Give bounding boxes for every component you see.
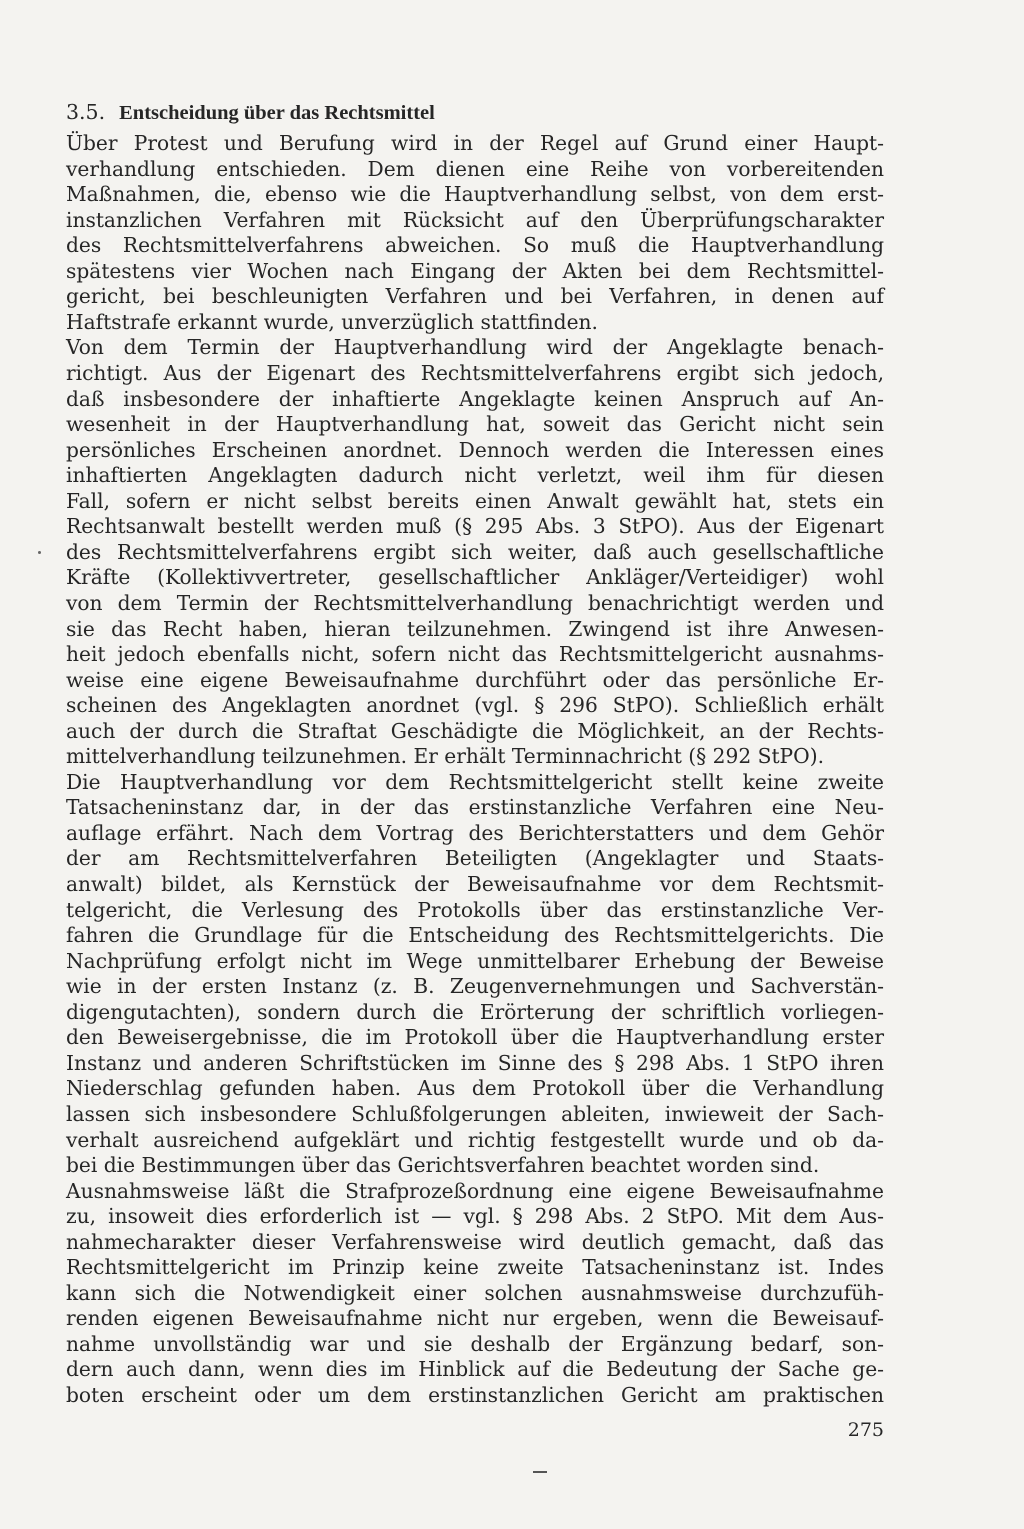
text-line: Über Protest und Berufung wird in der Regel auf Grund einer Haupt- xyxy=(66,131,884,155)
text-line: telgericht, die Verlesung des Protokolls über das erstinstanzliche Ver- xyxy=(66,897,884,922)
text-line: lassen sich insbesondere Schlußfolgerungen ableiten, inwieweit der Sach- xyxy=(66,1101,884,1126)
text-line: bei die Bestimmungen über das Gerichtsverfahren beachtet worden sind. xyxy=(66,1153,820,1177)
text-line: den Beweisergebnisse, die im Protokoll über die Hauptverhandlung erster xyxy=(66,1025,884,1050)
text-line: der am Rechtsmittelverfahren Beteiligten (Angeklagter und Staats- xyxy=(66,846,884,871)
text-line: daß insbesondere der inhaftierte Angeklagte keinen Anspruch auf An- xyxy=(66,386,884,411)
text-line: dern auch dann, wenn dies im Hinblick auf die Bedeutung der Sache ge- xyxy=(66,1357,884,1382)
text-line: Von dem Termin der Hauptverhandlung wird der Angeklagte benach- xyxy=(66,335,884,360)
text-line: Instanz und anderen Schriftstücken im Sinne des § 298 Abs. 1 StPO ihren xyxy=(66,1050,884,1075)
text-line: spätestens vier Wochen nach Eingang der Akten bei dem Rechtsmittel- xyxy=(66,258,884,283)
text-line: kann sich die Notwendigkeit einer solchen ausnahmsweise durchzufüh- xyxy=(66,1280,884,1305)
text-line: gericht, bei beschleunigten Verfahren und bei Verfahren, in denen auf xyxy=(66,284,884,309)
text-line: inhaftierten Angeklagten dadurch nicht verletzt, weil ihm für diesen xyxy=(66,463,884,488)
text-line: boten erscheint oder um dem erstinstanzlichen Gericht am praktischen xyxy=(66,1383,884,1407)
text-line: Tatsacheninstanz dar, in der das erstinstanzliche Verfahren eine Neu- xyxy=(66,795,884,820)
text-line: Fall, sofern er nicht selbst bereits einen Anwalt gewählt hat, stets ein xyxy=(66,488,884,513)
text-line: verhandlung entschieden. Dem dienen eine Reihe von vorbereitenden xyxy=(66,156,884,181)
text-line: mittelverhandlung teilzunehmen. Er erhält Terminnachricht (§ 292 StPO). xyxy=(66,744,824,769)
section-heading xyxy=(66,98,435,127)
text-line: instanzlichen Verfahren mit Rücksicht auf den Überprüfungscharakter xyxy=(66,207,884,232)
text-line: des Rechtsmittelverfahrens abweichen. So muß die Hauptverhandlung xyxy=(66,233,884,258)
text-line: nahmecharakter dieser Verfahrensweise wird deutlich gemacht, daß das xyxy=(66,1229,884,1254)
text-line: richtigt. Aus der Eigenart des Rechtsmittelverfahrens ergibt sich jedoch, xyxy=(66,361,884,385)
text-line: Rechtsanwalt bestellt werden muß (§ 295 Abs. 3 StPO). Aus der Eigenart xyxy=(66,514,884,539)
text-line: fahren die Grundlage für die Entscheidung des Rechtsmittelgerichts. Die xyxy=(66,923,884,948)
text-line: Maßnahmen, die, ebenso wie die Hauptverhandlung selbst, von dem erst- xyxy=(66,182,884,207)
text-line: Rechtsmittelgericht im Prinzip keine zweite Tatsacheninstanz ist. Indes xyxy=(66,1255,884,1280)
text-line: Nachprüfung erfolgt nicht im Wege unmittelbarer Erhebung der Beweise xyxy=(66,948,884,973)
text-line: sie das Recht haben, hieran teilzunehmen. Zwingend ist ihre Anwesen- xyxy=(66,616,884,641)
text-line: von dem Termin der Rechtsmittelverhandlung benachrichtigt werden und xyxy=(66,590,884,615)
text-line: wie in der ersten Instanz (z. B. Zeugenvernehmungen und Sachverstän- xyxy=(66,974,884,999)
text-line: auch der durch die Straftat Geschädigte die Möglichkeit, an der Rechts- xyxy=(66,718,884,743)
text-line: Niederschlag gefunden haben. Aus dem Protokoll über die Verhandlung xyxy=(66,1076,884,1101)
text-line: renden eigenen Beweisaufnahme nicht nur ergeben, wenn die Beweisauf- xyxy=(66,1306,884,1331)
text-line: Ausnahmsweise läßt die Strafprozeßordnung eine eigene Beweisaufnahme xyxy=(66,1178,884,1203)
text-line: persönliches Erscheinen anordnet. Dennoch werden die Interessen eines xyxy=(66,437,884,462)
margin-dot-mark xyxy=(38,551,41,554)
text-line: scheinen des Angeklagten anordnet (vgl. § 296 StPO). Schließlich erhält xyxy=(66,693,884,718)
text-line: verhalt ausreichend aufgeklärt und richtig festgestellt wurde und ob da- xyxy=(66,1127,884,1152)
text-line: weise eine eigene Beweisaufnahme durchführt oder das persönliche Er- xyxy=(66,667,884,692)
bottom-dash-mark xyxy=(533,1471,547,1473)
text-line: Kräfte (Kollektivvertreter, gesellschaftlicher Ankläger/Verteidiger) wohl xyxy=(66,565,884,590)
text-line: wesenheit in der Hauptverhandlung hat, soweit das Gericht nicht sein xyxy=(66,412,884,437)
text-line: digengutachten), sondern durch die Erörterung der schriftlich vorliegen- xyxy=(66,999,884,1024)
text-line: heit jedoch ebenfalls nicht, sofern nicht das Rechtsmittelgericht ausnahms- xyxy=(66,642,884,666)
text-line: des Rechtsmittelverfahrens ergibt sich weiter, daß auch gesellschaftliche xyxy=(66,539,884,564)
page-number: 275 xyxy=(847,1419,884,1441)
text-line: nahme unvollständig war und sie deshalb der Ergänzung bedarf, son- xyxy=(66,1331,884,1356)
text-line: Haftstrafe erkannt wurde, unverzüglich stattfinden. xyxy=(66,309,598,334)
text-line: anwalt) bildet, als Kernstück der Beweisaufnahme vor dem Rechtsmit- xyxy=(66,872,884,896)
text-line: Die Hauptverhandlung vor dem Rechtsmittelgericht stellt keine zweite xyxy=(66,769,884,794)
text-line: auflage erfährt. Nach dem Vortrag des Berichterstatters und dem Gehör xyxy=(66,820,884,845)
section-number: 3.5. xyxy=(66,100,106,124)
section-title: Entscheidung über das Rechtsmittel xyxy=(119,102,435,124)
text-line: zu, insoweit dies erforderlich ist — vgl. § 298 Abs. 2 StPO. Mit dem Aus- xyxy=(66,1204,884,1229)
